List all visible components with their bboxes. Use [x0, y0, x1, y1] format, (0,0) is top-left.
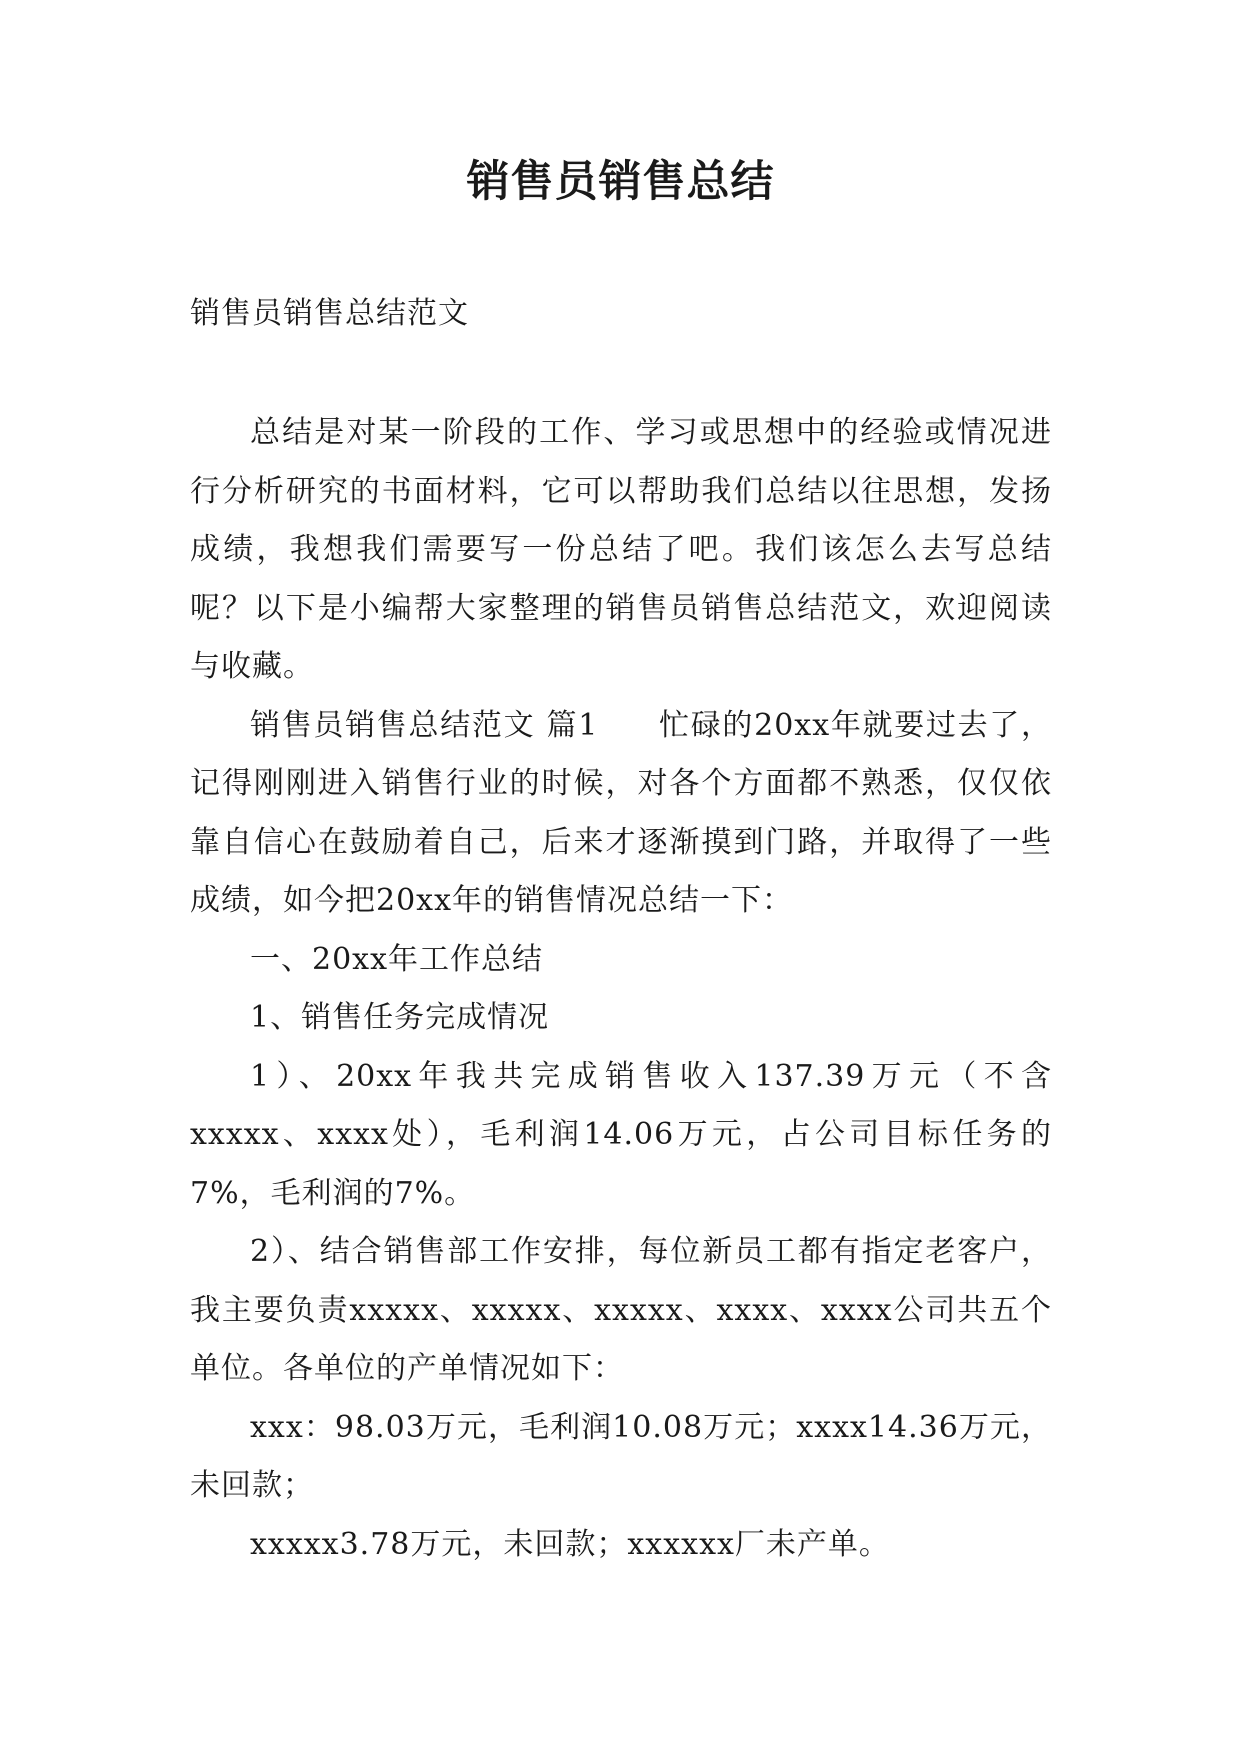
section-heading: 销售员销售总结范文 篇1 [250, 707, 599, 743]
paragraph-sales-revenue: 1）、20xx年我共完成销售收入137.39万元（不含xxxxx、xxxx处），毛利润14.06万元，占公司目标任务的7%，毛利润的7%。 [190, 1058, 1052, 1211]
document-title: 销售员销售总结 [466, 157, 775, 207]
paragraph-clients: 2）、结合销售部工作安排，每位新员工都有指定老客户，我主要负责xxxxx、xxxxx、xxxxx、xxxx、xxxx公司共五个单位。各单位的产单情况如下： [190, 1234, 1052, 1386]
paragraph-section-1 [190, 697, 1052, 931]
section-text: 忙碌的20xx年就要过去了，记得刚刚进入销售行业的时候，对各个方面都不熟悉，仅仅依靠自信心在鼓励着自己，后来才逐渐摸到门路，并取得了一些成绩，如今把20xx年的销售情况总结一下： [190, 707, 1053, 918]
paragraph-heading-sales-task: 1、销售任务完成情况 [250, 1000, 550, 1035]
paragraph-intro: 总结是对某一阶段的工作、学习或思想中的经验或情况进行分析研究的书面材料，它可以帮助我们总结以往思想，发扬成绩，我想我们需要写一份总结了吧。我们该怎么去写总结呢？以下是小编帮大家整理的销售员销售总结范文，欢迎阅读与收藏。 [190, 415, 1052, 684]
paragraph-heading-summary: 一、20xx年工作总结 [250, 941, 544, 977]
document-body [190, 404, 1052, 1574]
paragraph-client-details-2: xxxxx3.78万元，未回款；xxxxxx厂未产单。 [250, 1526, 890, 1562]
document-subtitle: 销售员销售总结范文 [190, 296, 469, 331]
paragraph-client-details-1: xxx：98.03万元，毛利润10.08万元；xxxx14.36万元，未回款； [190, 1409, 1052, 1503]
